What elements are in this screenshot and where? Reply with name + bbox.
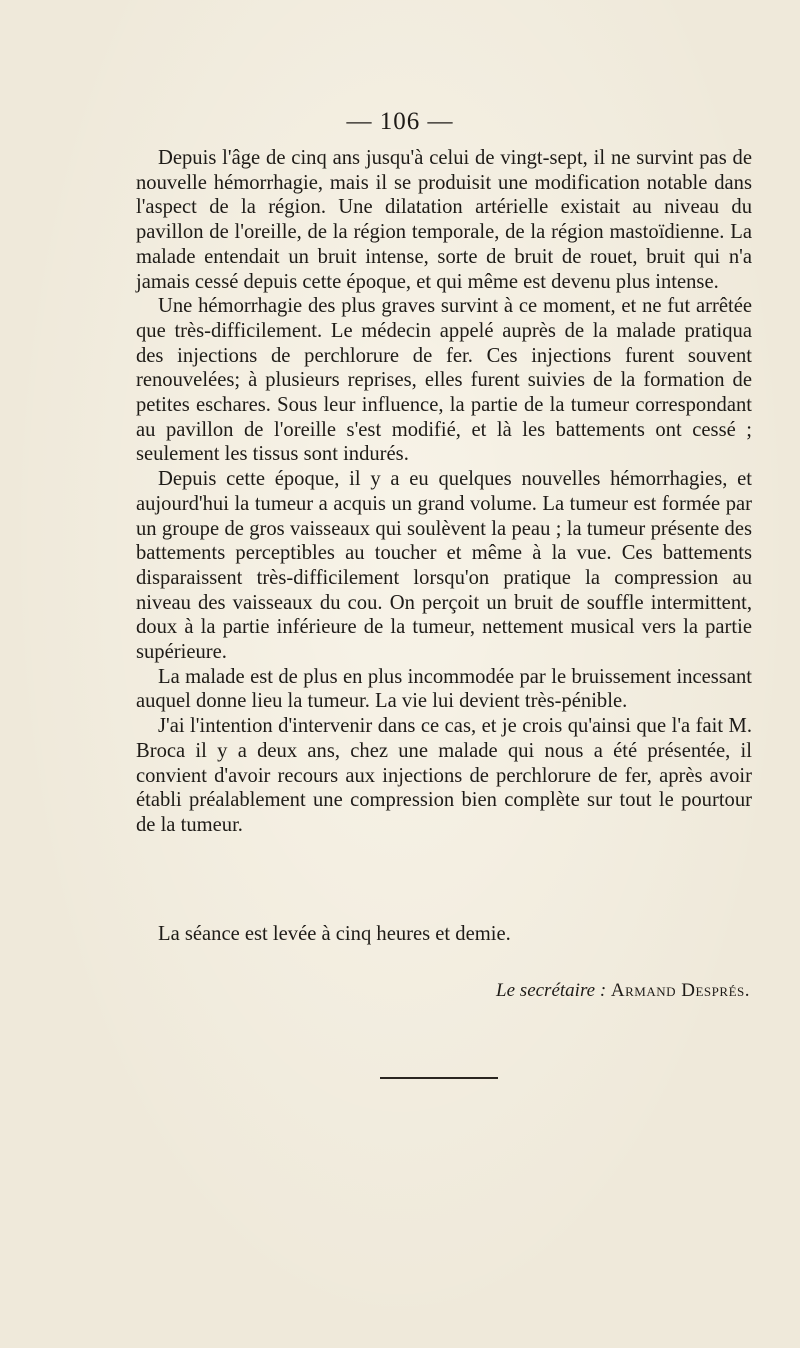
paragraph: La malade est de plus en plus incommodée par le bruissement incessant auquel donne lieu la tumeur. La vie lui devient très-pénible. xyxy=(136,665,752,713)
body-text xyxy=(136,146,752,838)
signature-role: Le secrétaire : xyxy=(496,980,607,1001)
signature-name: Armand Després. xyxy=(610,980,750,1001)
closing-line: La séance est levée à cinq heures et demie. xyxy=(158,923,511,945)
paragraph: Une hémorrhagie des plus graves survint à ce moment, et ne fut arrêtée que très-difficilement. Le médecin appelé auprès de la malade pratiqua des injections de perchlorure de fer. Ces injections furent souvent renouvelées; à plusieurs reprises, elles furent suivies de la formation de petites eschares. Sous leur influence, la partie de la tumeur correspondant au pavillon de l'oreille s'est modifié, et là les battements ont cessé ; seulement les tissus sont indurés. xyxy=(136,295,752,466)
signature xyxy=(496,980,750,1002)
paragraph: J'ai l'intention d'intervenir dans ce cas, et je crois qu'ainsi que l'a fait M. Broca il y a deux ans, chez une malade qui nous a été présentée, il convient d'avoir recours aux injections de perchlorure de fer, après avoir établi préalablement une compression bien complète sur tout le pourtour de la tumeur. xyxy=(136,715,752,836)
page-number-header: — 106 — xyxy=(346,108,454,135)
closing-rule xyxy=(380,1077,498,1079)
paragraph: Depuis l'âge de cinq ans jusqu'à celui de vingt-sept, il ne survint pas de nouvelle hémorrhagie, mais il se produisit une modification notable dans l'aspect de la région. Une dilatation artérielle existait au niveau du pavillon de l'oreille, de la région temporale, de la région mastoïdienne. La malade entendait un bruit intense, sorte de bruit de rouet, bruit qui n'a jamais cessé depuis cette époque, et qui même est devenu plus intense. xyxy=(136,147,752,293)
paragraph: Depuis cette époque, il y a eu quelques nouvelles hémorrhagies, et aujourd'hui la tumeur a acquis un grand volume. La tumeur est formée par un groupe de gros vaisseaux qui soulèvent la peau ; la tumeur présente des battements perceptibles au toucher et même à la vue. Ces battements disparaissent très-difficilement lorsqu'on pratique la compression au niveau des vaisseaux du cou. On perçoit un bruit de souffle intermittent, doux à la partie inférieure de la tumeur, nettement musical vers la partie supérieure. xyxy=(136,468,752,664)
